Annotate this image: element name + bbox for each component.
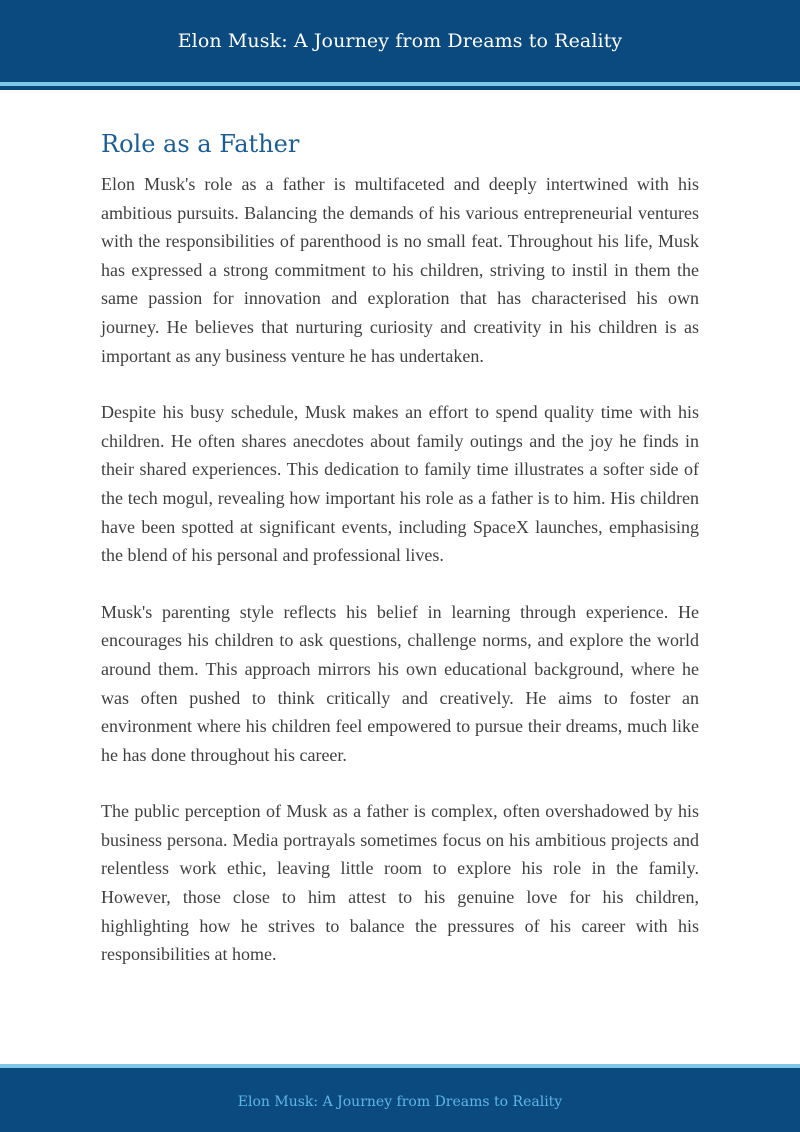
document-body	[101, 124, 699, 997]
header-divider-rule	[0, 86, 800, 90]
page-header	[0, 0, 800, 82]
paragraph-3: Musk's parenting style reflects his belief in learning through experience. He encourages his children to ask questions, challenge norms, and explore the world around them. This approach mirrors his own educational background, where he was often pushed to think critically and creatively. He aims to foster an environment where his children feel empowered to pursue their dreams, much like he has done throughout his career.	[101, 601, 699, 765]
footer-title: Elon Musk: A Journey from Dreams to Reality	[237, 1094, 563, 1110]
paragraph-1: Elon Musk's role as a father is multifaceted and deeply intertwined with his ambitious pursuits. Balancing the demands of his various entrepreneurial ventures with the responsibilities of parenthood is no small feat. Throughout his life, Musk has expressed a strong commitment to his children, striving to instil in them the same passion for innovation and exploration that has characterised his own journey. He believes that nurturing curiosity and creativity in his children is as important as any business venture he has undertaken.	[101, 174, 699, 366]
paragraph-2: Despite his busy schedule, Musk makes an effort to spend quality time with his children. He often shares anecdotes about family outings and the joy he finds in their shared experiences. This dedication to family time illustrates a softer side of the tech mogul, revealing how important his role as a father is to him. His children have been spotted at significant events, including SpaceX launches, emphasising the blend of his personal and professional lives.	[101, 402, 699, 566]
header-title: Elon Musk: A Journey from Dreams to Reality	[177, 30, 623, 52]
page-footer	[0, 1072, 800, 1132]
paragraph-4: The public perception of Musk as a father is complex, often overshadowed by his business persona. Media portrayals sometimes focus on his ambitious projects and relentless work ethic, leaving little room to explore his role in the family. However, those close to him attest to his genuine love for his children, highlighting how he strives to balance the pressures of his career with his responsibilities at home.	[101, 801, 699, 965]
section-title: Role as a Father	[101, 130, 300, 158]
